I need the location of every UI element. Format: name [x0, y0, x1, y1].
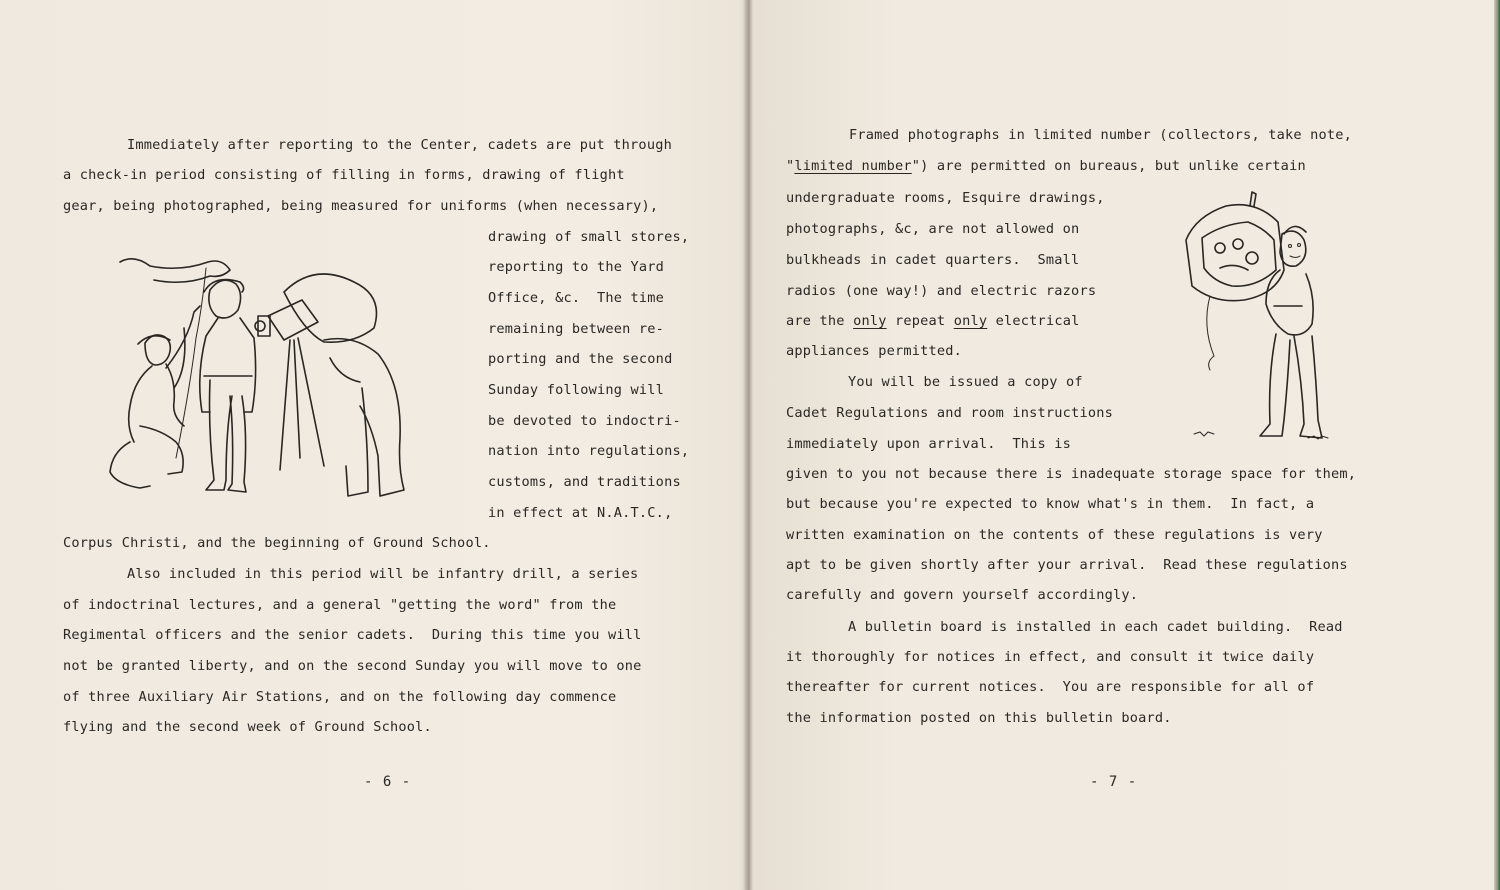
page-number: - 6 - — [364, 774, 412, 790]
paragraph-line: Cadet Regulations and room instructions — [786, 405, 1113, 421]
paragraph-line: given to you not because there is inadequate storage space for them, — [786, 466, 1357, 482]
paragraph-line: drawing of small stores, — [488, 229, 690, 245]
paragraph-line — [786, 157, 1306, 175]
paragraph-line: carefully and govern yourself accordingly. — [786, 587, 1139, 603]
paragraph-line: A bulletin board is installed in each cadet building. Read — [848, 619, 1343, 635]
paragraph-line: in effect at N.A.T.C., — [488, 505, 673, 521]
right-page — [752, 0, 1494, 890]
line-segment: are the — [786, 313, 854, 329]
paragraph-line: Regimental officers and the senior cadets. During this time you will — [63, 627, 642, 643]
paragraph-line: customs, and traditions — [488, 474, 681, 490]
page-edge — [1494, 0, 1500, 890]
paragraph-line: Corpus Christi, and the beginning of Ground School. — [63, 535, 491, 551]
paragraph-line: Framed photographs in limited number (collectors, take note, — [849, 127, 1353, 143]
paragraph-line: radios (one way!) and electric razors — [786, 283, 1097, 299]
underlined-word: only — [853, 313, 887, 329]
paragraph-line: apt to be given shortly after your arrival. Read these regulations — [786, 557, 1348, 573]
left-page — [0, 0, 745, 890]
paragraph-line: remaining between re- — [488, 321, 665, 337]
paragraph-line: undergraduate rooms, Esquire drawings, — [786, 190, 1105, 206]
paragraph-line: flying and the second week of Ground School. — [63, 719, 432, 735]
cadet-photographed-measured-illustration — [100, 248, 440, 503]
paragraph-line: porting and the second — [488, 351, 673, 367]
quote-mark: " — [786, 158, 795, 174]
paragraph-line: immediately upon arrival. This is — [786, 436, 1072, 452]
line-rest: ") are permitted on bureaus, but unlike certain — [911, 158, 1306, 174]
paragraph-line: of three Auxiliary Air Stations, and on the following day commence — [63, 689, 617, 705]
paragraph-line: Office, &c. The time — [488, 290, 665, 306]
paragraph-line: it thoroughly for notices in effect, and consult it twice daily — [786, 649, 1315, 665]
underlined-phrase: limited number — [794, 158, 912, 174]
paragraph-line: Immediately after reporting to the Center, cadets are put through — [127, 137, 672, 153]
paragraph-line: written examination on the contents of these regulations is very — [786, 527, 1323, 543]
paragraph-line: thereafter for current notices. You are responsible for all of — [786, 679, 1315, 695]
paragraph-line: appliances permitted. — [786, 343, 963, 359]
paragraph-line: gear, being photographed, being measured for uniforms (when necessary), — [63, 198, 659, 214]
paragraph-line — [786, 312, 1079, 330]
paragraph-line: not be granted liberty, and on the second Sunday you will move to one — [63, 658, 642, 674]
paragraph-line: photographs, &c, are not allowed on — [786, 221, 1080, 237]
paragraph-line: but because you're expected to know what's in them. In fact, a — [786, 496, 1315, 512]
line-segment: electrical — [987, 313, 1080, 329]
cadet-carrying-radio-illustration — [1180, 188, 1330, 453]
paragraph-line: nation into regulations, — [488, 443, 690, 459]
paragraph-line: bulkheads in cadet quarters. Small — [786, 252, 1080, 268]
paragraph-line: the information posted on this bulletin board. — [786, 710, 1172, 726]
paragraph-line: be devoted to indoctri- — [488, 413, 681, 429]
paragraph-line: You will be issued a copy of — [848, 374, 1083, 390]
paragraph-line: Sunday following will — [488, 382, 665, 398]
page-number: - 7 - — [1090, 774, 1138, 790]
underlined-word: only — [953, 313, 988, 329]
paragraph-line: reporting to the Yard — [488, 259, 665, 275]
paragraph-line: a check-in period consisting of filling in forms, drawing of flight — [63, 167, 625, 183]
paragraph-line: of indoctrinal lectures, and a general "getting the word" from the — [63, 597, 617, 613]
paragraph-line: Also included in this period will be infantry drill, a series — [127, 566, 639, 582]
line-segment: repeat — [886, 313, 954, 329]
